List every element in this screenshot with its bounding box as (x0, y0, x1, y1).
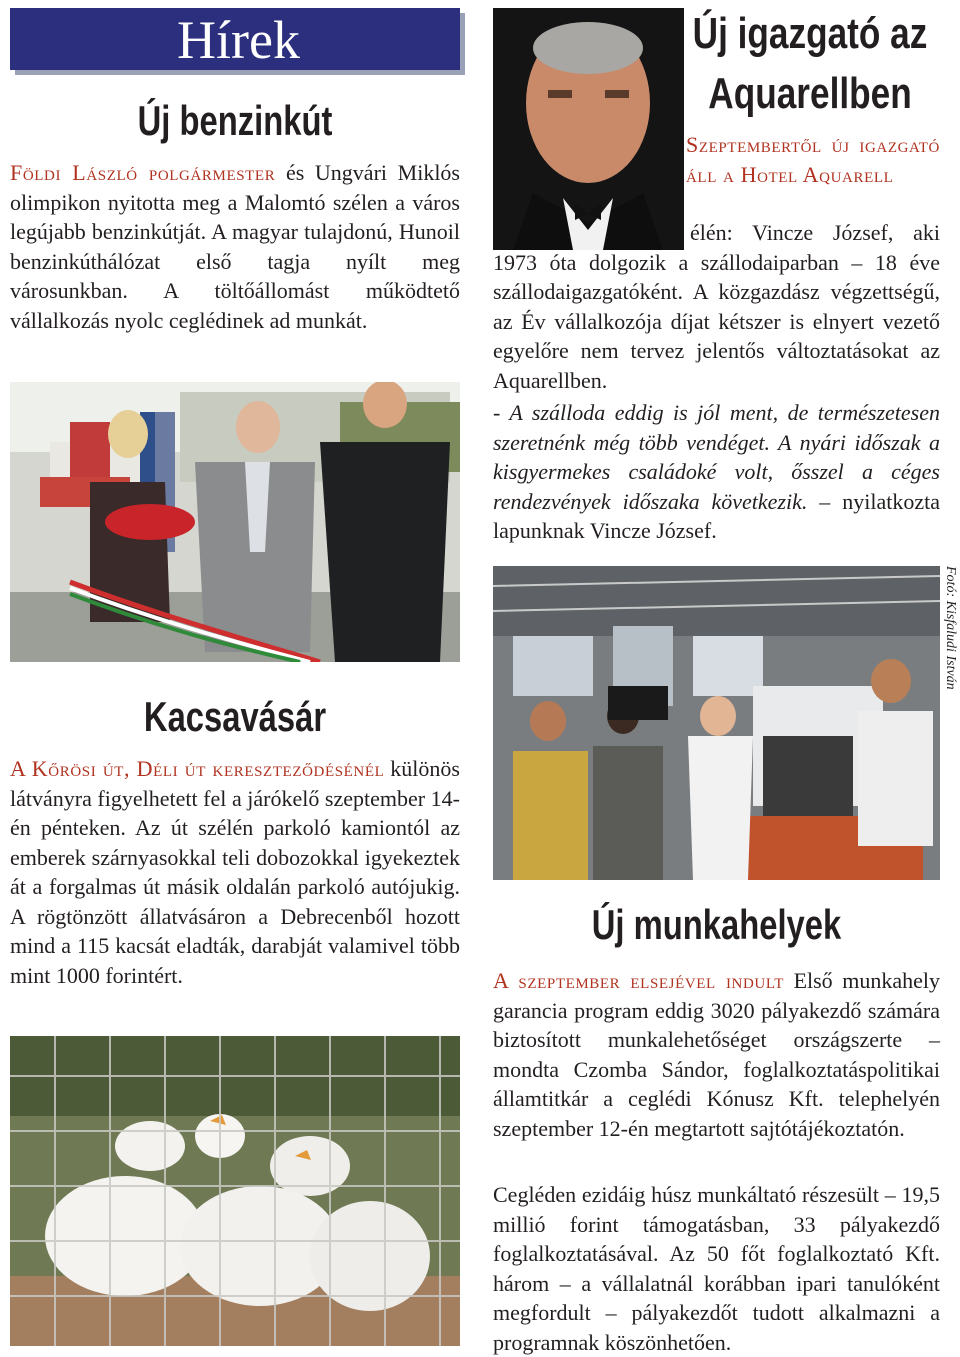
munkahelyek-text: Első munkahely garancia program eddig 3020 pályakezdő számára biztosított munkalehetőséget országszerte – mondta Czomba Sándor, foglalkoztatáspolitikai államtitkár a ceglédi Kónusz Kft. telephelyén szeptember 12-én megtartott sajtótájékoztatón. (493, 968, 940, 1141)
kacsa-photo (10, 1036, 460, 1346)
benzinkut-body (10, 158, 460, 335)
photo-credit: Fotó: Kisfaludi István (943, 566, 958, 690)
igazgato-headline-line1: Új igazgató az (692, 9, 928, 58)
munkahely-photo (493, 566, 940, 880)
masthead-title: Hírek (177, 10, 300, 70)
kacsavasar-body (10, 754, 460, 990)
benzinkut-headline: Új benzinkút (137, 97, 333, 144)
munkahelyek-headline: Új munkahelyek (591, 901, 842, 948)
kacsavasar-lead: A Kőrösi út, Déli út kereszteződésénél (10, 756, 385, 781)
igazgato-headline (690, 4, 930, 124)
igazgato-body (493, 218, 940, 395)
kacsavasar-headline: Kacsavásár (143, 693, 327, 740)
benzinkut-photo (10, 382, 460, 662)
igazgato-lead: Szeptembertől új igazgató áll a Hotel Aquarell (686, 132, 940, 187)
igazgato-attribution: nyilatkozta lapunknak Vincze József. (493, 488, 940, 543)
benzinkut-text: és Ungvári Miklós olimpikon nyitotta meg a Malomtó szélen a város legújabb benzinkútját. A magyar tulajdonú, Hunoil benzinkúthálózat első tagja nyílt meg városunkban. A töltőállomást működtető vállalkozás nyolc ceglédinek ad munkát. (10, 160, 460, 333)
igazgato-quote: - A szálloda eddig is jól ment, de természetesen szeretnénk még több vendéget. A nyári időszak a kisgyermekes családoké volt, ősszel a céges rendezvények időszaka következik. – (493, 400, 940, 514)
igazgato-text: élén: Vincze József, aki 1973 óta dolgozik a szállodaiparban – 18 éve szállodaigazgatóként. A közgazdász végzettségű, az Év vállalkozója díjat kétszer is elnyert vezető egyelőre nem tervez jelentős változtatásokat az Aquarellben. (493, 220, 940, 393)
munkahelyek-lead: A szeptember elsejével indult (493, 968, 785, 993)
munkahelyek-body (493, 966, 940, 1143)
igazgato-quote-block (493, 398, 940, 546)
munkahelyek-body2: Cegléden ezidáig húsz munkáltató részesült – 19,5 millió forint támogatásban, 33 pályakezdő foglalkoztatásával. Az 50 főt foglalkoztató Kft. három – a vállalatnál korábban ipari tanulóként megfordult – pályakezdőt tudott alkalmazni a programnak köszönhetően. (493, 1182, 940, 1355)
igazgato-headline-line2: Aquarellben (708, 69, 912, 118)
igazgato-portrait (493, 8, 684, 250)
kacsavasar-text: különös látványra figyelhetett fel a járókelő szeptember 14-én pénteken. Az út szélén parkoló kamiontól az emberek szárnyasokkal teli dobozokkal igyekeztek át a forgalmas út másik oldalán parkoló autójukig. A rögtönzött állatvásáron a Debrecenből hozott mind a 115 kacsát eladták, darabját valamivel több mint 1000 forintért. (10, 756, 460, 988)
igazgato-intro (686, 130, 940, 189)
benzinkut-lead: Földi László polgármester (10, 160, 276, 185)
masthead-banner (10, 8, 460, 70)
